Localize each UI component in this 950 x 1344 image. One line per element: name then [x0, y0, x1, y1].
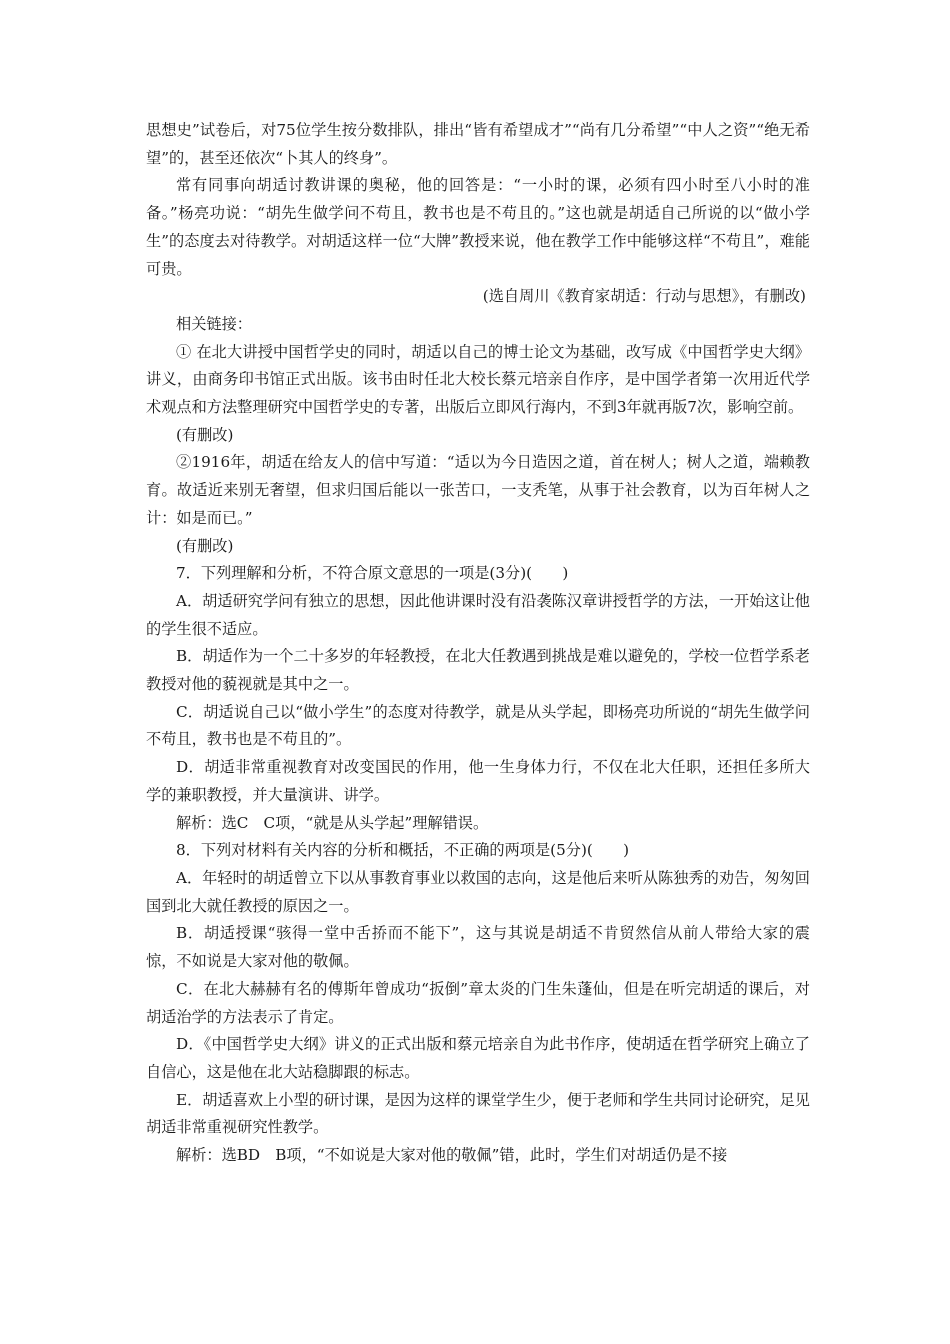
related-links-heading: 相关链接： — [176, 314, 252, 333]
question-7: 7．下列理解和分析，不符合原文意思的一项是(3分)( ) — [176, 564, 569, 583]
question-7-answer: 解析：选C C项，“就是从头学起”理解错误。 — [176, 813, 489, 832]
question-8-option-b: B．胡适授课“骇得一堂中舌挢而不能下”，这与其说是胡适不肯贸然信从前人带给大家的震惊，不如说是大家对他的敬佩。 — [146, 924, 810, 971]
question-7-option-d: D．胡适非常重视教育对改变国民的作用，他一生身体力行，不仅在北大任职，还担任多所大学的兼职教授，并大量演讲、讲学。 — [146, 758, 810, 804]
question-7-option-c: C．胡适说自己以“做小学生”的态度对待教学，就是从头学起，即杨亮功所说的“胡先生做学问不苟且，教书也是不苟且的”。 — [146, 702, 810, 749]
paragraph-teaching-secret: 常有同事向胡适讨教讲课的奥秘，他的回答是：“一小时的课，必须有四小时至八小时的准备。”杨亮功说：“胡先生做学问不苟且，教书也是不苟且的。”这也就是胡适自己所说的以“做小学生”的态度去对待教学。对胡适这样一位“大牌”教授来说，他在教学工作中能够这样“不苟且”，难能可贵。 — [146, 176, 810, 278]
source-citation: (选自周川《教育家胡适：行动与思想》，有删改) — [482, 287, 806, 306]
question-8-answer: 解析：选BD B项，“不如说是大家对他的敬佩”错，此时，学生们对胡适仍是不接 — [176, 1146, 728, 1165]
edit-note-1: (有删改) — [176, 425, 234, 444]
related-link-1: ① 在北大讲授中国哲学史的同时，胡适以自己的博士论文为基础，改写成《中国哲学史大纲》讲义，由商务印书馆正式出版。该书由时任北大校长蔡元培亲自作序，是中国学者第一次用近代学术观点和方法整理研究中国哲学史的专著，出版后立即风行海内，不到3年就再版7次，影响空前。 — [146, 342, 810, 417]
question-8-option-c: C．在北大赫赫有名的傅斯年曾成功“扳倒”章太炎的门生朱蓬仙，但是在听完胡适的课后，对胡适治学的方法表示了肯定。 — [146, 979, 810, 1026]
document-page — [146, 117, 810, 1170]
question-7-option-b: B．胡适作为一个二十多岁的年轻教授，在北大任教遇到挑战是难以避免的，学校一位哲学系老教授对他的藐视就是其中之一。 — [146, 647, 810, 694]
edit-note-2: (有删改) — [176, 536, 234, 555]
question-8-option-a: A．年轻时的胡适曾立下以从事教育事业以救国的志向，这是他后来听从陈独秀的劝告，匆匆回国到北大就任教授的原因之一。 — [146, 868, 810, 915]
question-7-option-a: A．胡适研究学问有独立的思想，因此他讲课时没有沿袭陈汉章讲授哲学的方法，一开始这让他的学生很不适应。 — [146, 591, 810, 638]
question-8-option-d: D．《中国哲学史大纲》讲义的正式出版和蔡元培亲自为此书作序，使胡适在哲学研究上确立了自信心，这是他在北大站稳脚跟的标志。 — [146, 1035, 810, 1081]
related-link-2: ②1916年，胡适在给友人的信中写道：“适以为今日造因之道，首在树人；树人之道，端赖教育。故适近来别无奢望，但求归国后能以一张苦口，一支秃笔，从事于社会教育，以为百年树人之计：如是而已。” — [146, 453, 810, 527]
question-8-option-e: E．胡适喜欢上小型的研讨课，是因为这样的课堂学生少，便于老师和学生共同讨论研究，足见胡适非常重视研究性教学。 — [146, 1090, 810, 1137]
question-8: 8．下列对材料有关内容的分析和概括，不正确的两项是(5分)( ) — [176, 841, 630, 860]
paragraph-intro-continuation: 思想史”试卷后，对75位学生按分数排队，排出“皆有希望成才”“尚有几分希望”“中人之资”“绝无希望”的，甚至还依次“卜其人的终身”。 — [146, 121, 810, 167]
